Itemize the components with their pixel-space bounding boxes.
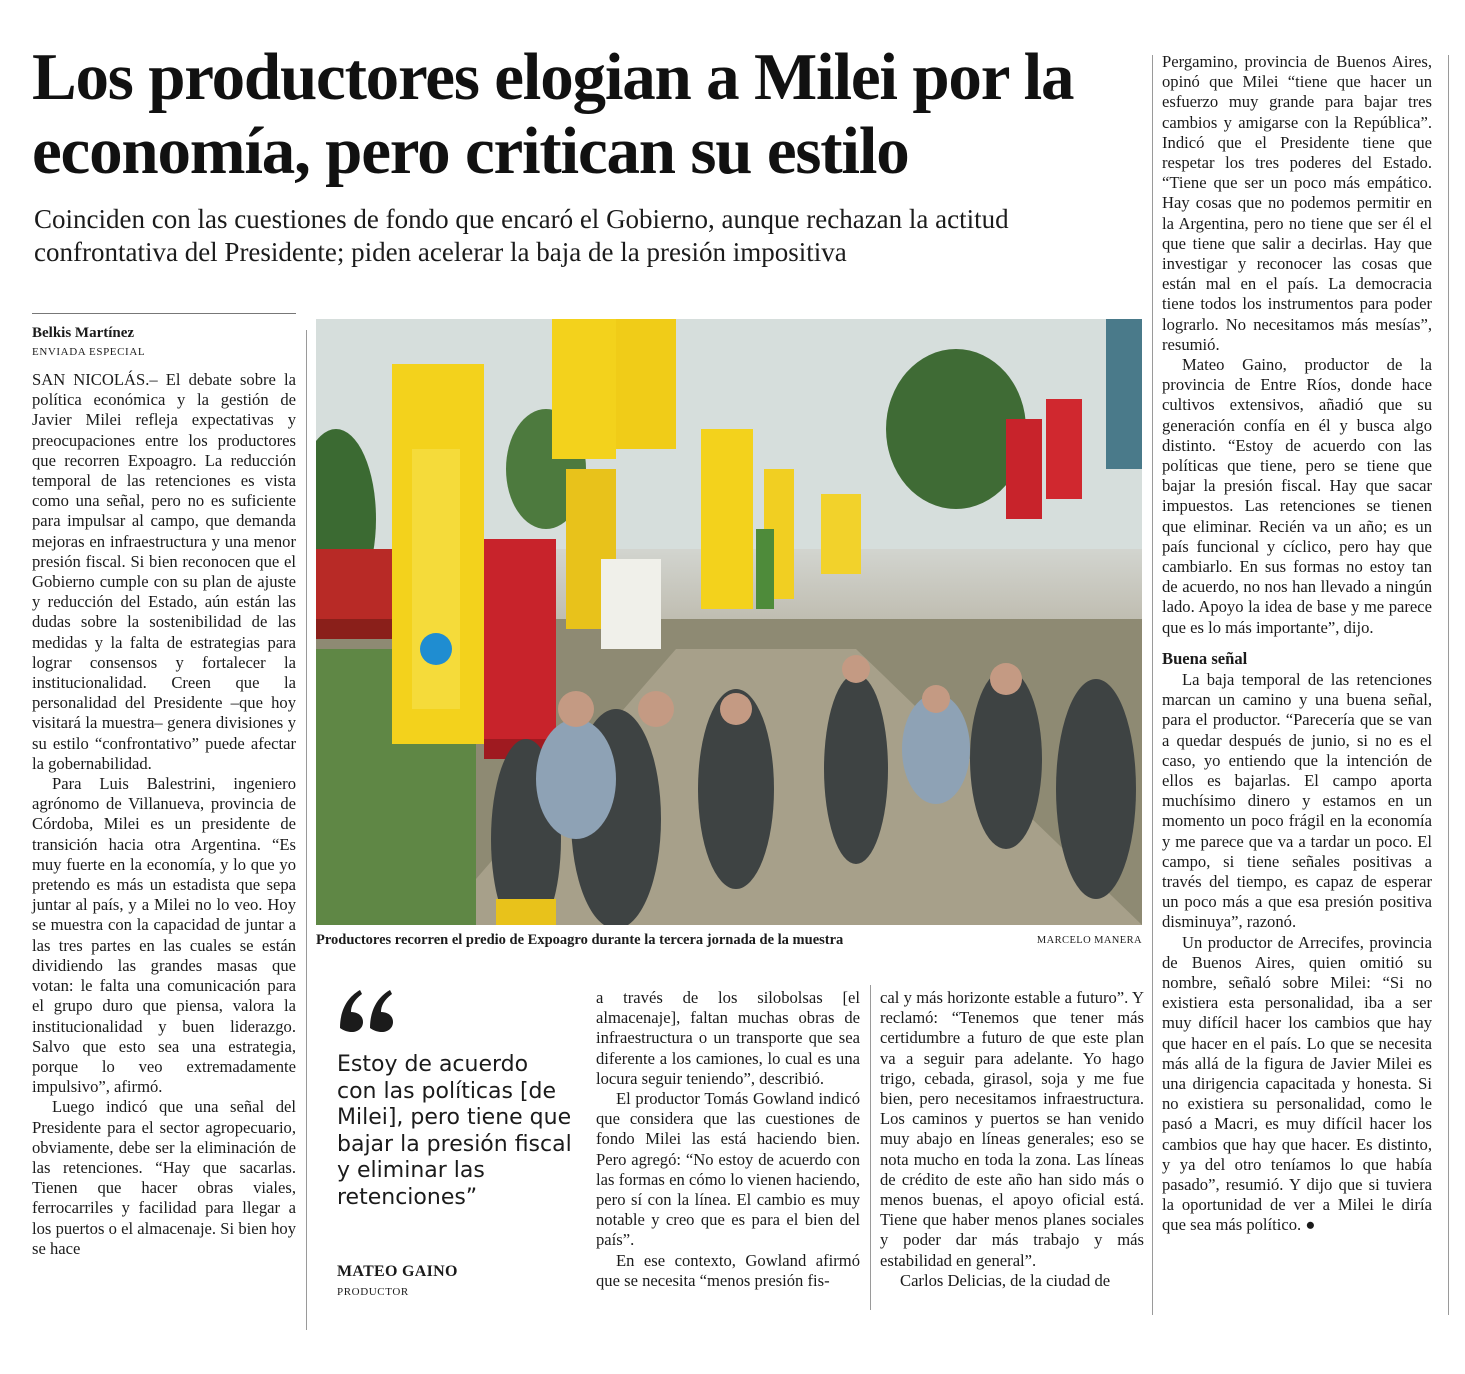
article-paragraph: Carlos Delicias, de la ciudad de	[900, 1270, 1111, 1290]
column-divider	[1448, 55, 1449, 1315]
byline-rule	[32, 313, 296, 314]
subheading: Buena señal	[1162, 648, 1248, 668]
expoagro-photo	[316, 319, 1142, 925]
article-paragraph: Pergamino, provincia de Buenos Aires, opinó que Milei “tiene que hacer un esfuerzo muy grande para bajar tres cambios y amigarse con la República”. Indicó que el Presidente tiene que respetar los tres poderes del Estado. “Tiene que ser un poco más empático. Hay cosas que no podemos permitir en la Argentina, pero no tiene que ser él el que tiene que salir a decirlas. Hay que investigar y reconocer las cosas que están mal en el país. La democracia tiene todos los instrumentos para poder lograrlo. No necesitamos más mesías”, resumió.	[1162, 52, 1432, 354]
article-paragraph: El productor Tomás Gowland indicó que considera que las cuestiones de fondo Milei las está haciendo bien. Pero agregó: “No estoy de acuerdo con las formas en cómo lo vienen haciendo, pero sí con la línea. El cambio es muy notable y creo que es para el bien del país”.	[596, 1089, 860, 1250]
photo-illustration	[316, 319, 1142, 925]
headline: Los productores elogian a Milei por la economía, pero critican su estilo	[32, 40, 1074, 188]
pullquote-text: Estoy de acuerdo con las políticas [de Milei], pero tiene que bajar la presión fiscal y eliminar las retenciones”	[337, 1052, 572, 1210]
pullquote-role: PRODUCTOR	[337, 1286, 409, 1298]
column-divider	[870, 985, 871, 1310]
pullquote-name: MATEO GAINO	[337, 1263, 458, 1280]
byline-role: ENVIADA ESPECIAL	[32, 346, 146, 358]
byline-author: Belkis Martínez	[32, 325, 135, 341]
photo-caption: Productores recorren el predio de Expoagro durante la tercera jornada de la muestra	[316, 932, 844, 948]
column-divider	[306, 330, 307, 1330]
article-paragraph: En ese contexto, Gowland afirmó que se necesita “menos presión fis-	[596, 1250, 860, 1290]
article-paragraph: a través de los silobolsas [el almacenaje], faltan muchas obras de infraestructura o un transporte que sea diferente a los camiones, lo cual es una locura seguir teniendo”, describió.	[596, 988, 860, 1088]
quotation-mark-icon	[336, 978, 396, 1038]
article-paragraph: La baja temporal de las retenciones marcan un camino y una buena señal, para el productor. “Parecería que se van a quedar después de junio, si no es el caso, yo entiendo que la intención de ellos es bajarlas. El campo aporta muchísimo dinero y estamos en un momento un poco frágil en la economía y me parece que va a tardar un poco. El campo, si tiene señales positivas a través del tiempo, es capaz de esperar un poco más a que esa presión positiva disminuya”, razonó.	[1162, 669, 1432, 932]
deck-subtitle: Coinciden con las cuestiones de fondo que encaró el Gobierno, aunque rechazan la actitud confrontativa del Presidente; piden acelerar la baja de la presión impositiva	[34, 204, 1009, 267]
photo-credit: MARCELO MANERA	[1036, 935, 1142, 946]
column-divider	[1152, 55, 1153, 1315]
article-column-4	[880, 988, 1144, 1291]
article-paragraph: cal y más horizonte estable a futuro”. Y reclamó: “Tenemos que tener más certidumbre a futuro de que este plan va a seguir para adelante. Yo hago trigo, cebada, girasol, soja y me fue bien, pero necesitamos infraestructura. Los caminos y puertos se han venido muy abajo en líneas generales; eso se nota mucho en toda la zona. Las líneas de crédito de este año han sido más o menos buenas, el apoyo oficial está. Tiene que haber menos planes sociales y poder dar más trabajo y más estabilidad en general”.	[880, 988, 1144, 1270]
article-paragraph: SAN NICOLÁS.– El debate sobre la política económica y la gestión de Javier Milei refleja expectativas y preocupaciones entre los productores que recorren Expoagro. La reducción temporal de las retenciones es vista como una señal, pero no es suficiente para impulsar al campo, que demanda mejoras en infraestructura y una menor presión fiscal. Si bien reconocen que el Gobierno cumple con su plan de ajuste y reducción del Estado, aún están las dudas sobre la sostenibilidad de las medidas y la falta de estrategias para lograr consensos y fortalecer la institucionalidad. Creen que la personalidad del Presidente –que hoy visitará la muestra– genera divisiones y su estilo “confrontativo” puede afectar la gobernabilidad.	[32, 370, 296, 773]
article-paragraph: Luego indicó que una señal del Presidente para el sector agropecuario, obviamente, debe ser la eliminación de las retenciones. “Hay que sacarlas. Tienen que hacer obras viales, ferrocarriles y facilidad para llegar a los puertos o el almacenaje. Si bien hoy se hace	[32, 1097, 296, 1258]
article-column-1	[32, 370, 296, 1259]
article-paragraph: Para Luis Balestrini, ingeniero agrónomo de Villanueva, provincia de Córdoba, Milei es un presidente de transición hacia otra Argentina. “Es muy fuerte en la economía, y lo que yo pretendo es más un estadista que sepa juntar al país, y a Milei no lo veo. Hoy se muestra con la capacidad de juntar a las tres partes en las cuales se están dividiendo las grandes masas que votan: le falta una comunicación para el grupo duro que piensa, valora la institucionalidad y buen liderazgo. Salvo que esto sea una estrategia, porque lo veo extremadamente impulsivo”, afirmó.	[32, 774, 296, 1097]
article-paragraph: Mateo Gaino, productor de la provincia de Entre Ríos, donde hace cultivos extensivos, añadió que su generación confía en él y busca algo distinto. “Estoy de acuerdo con las políticas que tiene, pero se tiene que bajar la presión fiscal. Hay que sacar impuestos. Las retenciones se tienen que eliminar. Recién va un año; es un país funcional y cíclico, pero hay que cambiarlo. En sus formas no estoy tan de acuerdo, no nos han llevado a ningún lado. Apoyo la idea de base y me parece que es lo más importante”, dijo.	[1162, 355, 1432, 637]
article-paragraph: Un productor de Arrecifes, provincia de Buenos Aires, quien omitió su nombre, señaló sobre Milei: “Si no existiera esta personalidad, iba a ser muy difícil hacer los cambios que hay que hacer en el país. Lo que se necesita más allá de la figura de Javier Milei es una dirigencia capacitada y honesta. Si no existiera su personalidad, como le pasó a Macri, es muy difícil hacer los cambios que hay que hacer. Es distinto, y ya del otro teníamos lo que había pasado”, resumió. Y dijo que si tuviera la oportunidad de ver a Milei le diría que sea más político. ●	[1162, 932, 1432, 1235]
article-column-3	[596, 988, 860, 1291]
article-column-5	[1162, 52, 1432, 1236]
